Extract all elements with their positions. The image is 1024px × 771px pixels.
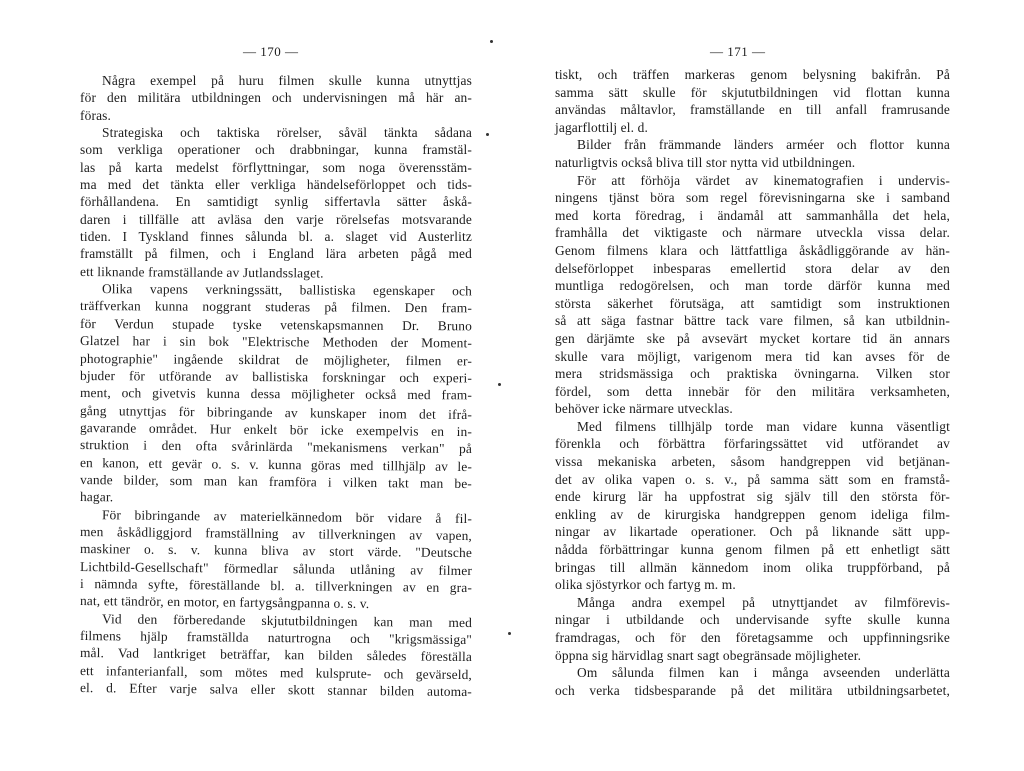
right-page-text-line: gen därjämte ske på avsevärt mycket kortare tid än annars	[555, 330, 950, 346]
right-page-text-line: tiskt, och träffen markeras genom belysning bakifrån. På	[555, 67, 950, 82]
right-page-text	[555, 66, 950, 699]
left-page-text-line: struktion i den ofta svårinlärda "mekanismens verkan" på	[79, 437, 473, 457]
right-page-text-line: ningar i utbildande och undervisande syfte skulle kunna	[555, 612, 950, 628]
left-page-text-line: ma med det tänkta eller verkliga händelseförloppet och tids-	[80, 177, 472, 193]
left-page-text-line: Strategiska och taktiska rörelser, såväl tänkta sådana	[102, 125, 472, 141]
right-page-text-line: bringas till allmän kännedom inom olika truppförband, på	[555, 559, 950, 575]
right-page-text-line: Genom filmens klara och lättfattliga åskådliggörande av hän-	[555, 242, 950, 258]
right-page-text-line: behöver icke närmare utvecklas.	[555, 401, 733, 417]
left-page-text-line: i nämnda syfte, föreställande bl. a. tillverkningen av en gra-	[79, 575, 473, 596]
left-page-text-line: Olika vapens verkningssätt, ballistiska egenskaper och	[101, 281, 473, 299]
right-page	[512, 0, 1024, 771]
print-speck	[508, 632, 511, 635]
right-page-text-line: förenkla och förbättra förfaringssättet vid utförandet av	[555, 436, 950, 452]
left-page-text-line: en kanon, ett gevär o. s. v. kunna göras med tillhjälp av le-	[79, 454, 473, 474]
right-page-text-line: ningens tjänst böra som regel förevisningarna ske i samband	[555, 190, 950, 206]
left-page-text-line: träffverkan kunna noggrant studeras på filmen. Den fram-	[79, 298, 473, 316]
left-page-text-line: Glatzel har i sin bok "Elektrische Methoden der Moment-	[79, 333, 473, 351]
left-page-text-line: las på karta medelst förflyttningar, som noga överensstäm-	[80, 159, 472, 175]
left-page-text-line: nat, ett tändrör, en motor, en fartygsångpanna o. s. v.	[79, 593, 370, 612]
right-page-text-line: och verka tidsbesparande på det militära utbildningsarbetet,	[555, 682, 950, 698]
right-page-text-line: delseförloppet inbesparas emellertid stora delar av den	[555, 260, 950, 276]
left-page-text-line: daren i tillfälle att avläsa den varje rörelsefas motsvarande	[80, 211, 472, 227]
right-page-text-line: vissa mekaniska arbeten, såsom handgreppen vid betjänan-	[555, 454, 950, 470]
left-page-text-line: Lichtbild-Gesellschaft" förmedlar sålunda utlåning av filmer	[79, 558, 473, 578]
right-page-text-line: med korta föredrag, i ändamål att sammanhålla det hela,	[555, 207, 950, 223]
page-number-left: — 170 —	[243, 44, 299, 59]
page-number-right: — 171 —	[710, 44, 766, 59]
right-page-text-line: Bilder från främmande länders arméer och flottor kunna	[577, 137, 950, 153]
print-speck	[486, 133, 489, 136]
right-page-text-line: jagarflottilj el. d.	[555, 119, 648, 135]
right-page-text-line: fördel, som detta innebär för den militära verksamheten,	[555, 383, 950, 399]
left-page-text-line: ett liknande framställande av Jutlandsslaget.	[79, 263, 324, 281]
left-page-text-line: som verkliga operationer och drabbningar, kunna framstäl-	[80, 142, 472, 158]
right-page-text-line: ningar av likartade operationer. Och på liknande sätt upp-	[555, 524, 950, 540]
left-page-text-line: bjuder för utförande av ballistiska forskningar och experi-	[79, 367, 473, 386]
left-page-text-line: men åskådliggjord framställning av tillverkningen av vapen,	[79, 523, 473, 544]
right-page-text-line: skulle vara möjligt, varigenom mera tid kan avses för de	[555, 348, 950, 364]
left-page-text-line: el. d. Efter varje salva eller skott stannar bilden automa-	[79, 680, 473, 700]
print-speck	[490, 40, 493, 43]
right-page-text-line: naturligtvis också bliva till stor nytta vid utbildningen.	[555, 154, 856, 170]
left-page-text-line: för den militära utbildningen och undervisningen må här an-	[80, 90, 472, 106]
right-page-text-line: framdragas, och för den företagsamme och uppfinningsrike	[555, 630, 950, 645]
right-page-text-line: För att förhöja värdet av kinematografien i undervis-	[577, 172, 950, 188]
left-page-text	[79, 72, 473, 700]
left-page-text-line: photographie" ingående skildrat de möjligheter, filmen er-	[79, 350, 473, 368]
right-page-text-line: mera stridsmässiga och praktiska övningarna. Vilken stor	[555, 366, 950, 382]
right-page-text-line: enkling av de kirurgiska handgreppen genom ideliga film-	[555, 506, 950, 522]
left-page-text-line: ment, och givetvis kunna dessa möjligheter också med fram-	[79, 385, 473, 403]
left-page-text-line: filmens hjälp framställda naturtrogna och "krigsmässiga"	[79, 628, 473, 648]
left-page-text-line: vande bilder, som man kan framföra i vilken takt man be-	[79, 471, 473, 492]
right-page-text-line: Många andra exempel på utnyttjandet av filmförevis-	[577, 594, 950, 610]
left-page-text-line: Några exempel på huru filmen skulle kunna utnyttjas	[102, 73, 472, 88]
left-page-text-line: ett infanterianfall, som mötes med kulsprute- och gevärseld,	[79, 662, 473, 682]
right-page-text-line: öppna sig härvidlag snart sagt obegränsade möjligheter.	[555, 647, 862, 663]
right-page-text-line: framhålla det viktigaste och närmare utveckla vissa delar.	[555, 225, 950, 241]
right-page-text-line: muntliga redogörelsen, och man torde därför kunna med	[555, 278, 950, 294]
right-page-text-line: användas måltavlor, framställande en till anfall framrusande	[555, 102, 950, 118]
right-page-text-line: nådda förbättringar kunna genom filmen på ett enhetligt sätt	[555, 542, 950, 558]
print-speck	[498, 383, 501, 386]
right-page-text-line: Med filmens tillhjälp torde man vidare kunna väsentligt	[577, 418, 950, 434]
left-page-text-line: maskiner o. s. v. kunna bliva av stort värde. "Deutsche	[79, 541, 473, 561]
right-page-text-line: ende kirurg lär ha uppfostrat sig själv till den största för-	[555, 489, 950, 505]
right-page-text-line: det av olika vapen o. s. v., på samma sätt som en framstå-	[555, 471, 950, 487]
left-page-text-line: framställt på filmen, och i England lära arbeten pågå med	[80, 246, 472, 262]
left-page-text-line: föras.	[80, 107, 112, 123]
right-page-text-line: olika sjöstyrkor och fartyg m. m.	[555, 577, 736, 593]
left-page-text-line: gavarande området. Hur enkelt bör icke exempelvis en in-	[79, 419, 473, 439]
left-page-text-line: mål. Vad lantkriget beträffar, kan bilden således föreställa	[79, 645, 473, 665]
right-page-text-line: Om sålunda filmen kan i många avseenden underlätta	[577, 665, 950, 681]
left-page-text-line: hagar.	[79, 489, 114, 505]
left-page-text-line: förhållandena. En samtidigt synlig siffertavla sätter åskå-	[80, 194, 472, 210]
left-page-text-line: gång utnyttjas för bibringande av kunskaper inom det ifrå-	[79, 402, 473, 422]
right-page-text-line: största säkerhet förutsäga, att samtidigt som instruktionen	[555, 295, 950, 311]
right-page-text-line: samma sätt skulle för skjututbildningen vid flottan kunna	[555, 84, 950, 100]
left-page-text-line: För bibringande av materielkännedom bör vidare å fil-	[101, 506, 473, 526]
left-page-text-line: Vid den förberedande skjututbildningen kan man med	[101, 610, 473, 630]
right-page-text-line: så att säga fastnar bättre tack vare filmen, så kan utbildnin-	[555, 313, 950, 329]
left-page-text-line: tiden. I Tyskland finnes sålunda bl. a. slaget vid Austerlitz	[80, 229, 472, 245]
left-page-text-line: för Verdun stupade tyske vetenskapsmannen Dr. Bruno	[79, 315, 473, 334]
